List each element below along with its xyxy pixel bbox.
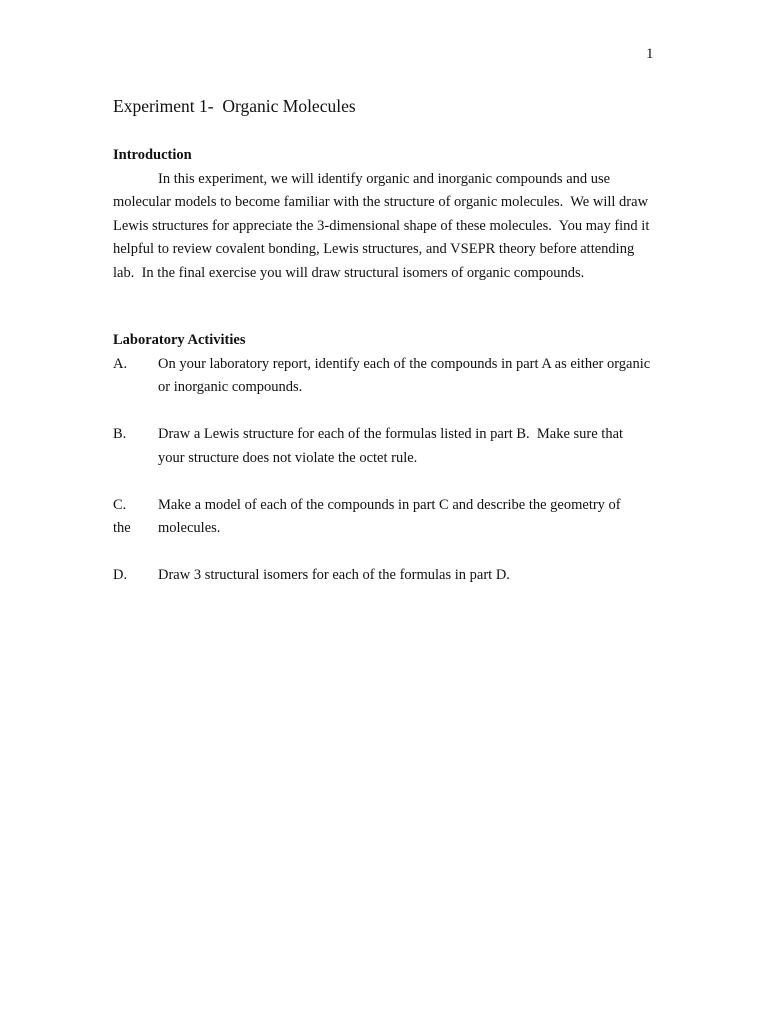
activity-c-marker: C. — [113, 496, 127, 513]
document-title: Experiment 1- Organic Molecules — [113, 96, 356, 116]
activity-d-text: Draw 3 structural isomers for each of the formulas in part D. — [158, 567, 510, 583]
activity-c — [113, 494, 653, 541]
introduction-paragraph: In this experiment, we will identify organic and inorganic compounds and use molecular models to become familiar with the structure of organic molecules. We will draw Lewis structures for appreciate the 3-dimensional shape of these molecules. You may find it helpful to review covalent bonding, Lewis structures, and VSEPR theory before attending lab. In the final exercise you will draw structural isomers of organic compounds. — [113, 170, 653, 281]
lab-activities-heading: Laboratory Activities — [113, 332, 246, 348]
activity-a-text: On your laboratory report, identify each of the compounds in part A as either organic or inorganic compounds. — [158, 355, 654, 395]
page-number: 1 — [646, 46, 654, 62]
activity-c-text: Make a model of each of the compounds in part C and describe the geometry of molecules. — [158, 496, 625, 536]
activity-a — [113, 353, 653, 400]
lab-activities-section — [113, 329, 653, 588]
activity-a-marker: A. — [113, 355, 128, 372]
activity-b-text: Draw a Lewis structure for each of the formulas listed in part B. Make sure that your structure does not violate the octet rule. — [158, 426, 627, 466]
activity-d-marker: D. — [113, 567, 128, 583]
activity-b-marker: B. — [113, 426, 127, 442]
introduction-heading: Introduction — [113, 147, 192, 163]
activity-d — [113, 564, 653, 588]
activity-b — [113, 423, 653, 470]
introduction-section — [113, 144, 653, 285]
activity-c-stray-word: the — [113, 520, 131, 536]
